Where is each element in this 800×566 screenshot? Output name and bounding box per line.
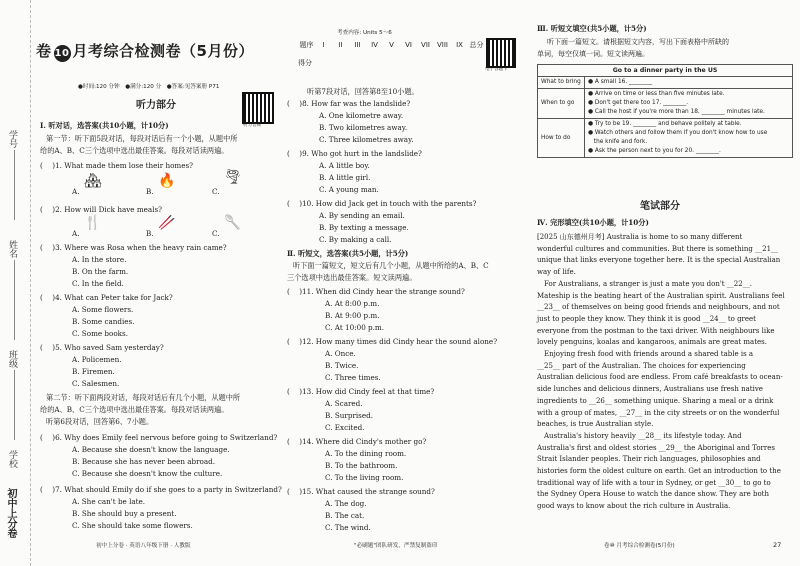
row-content: [585, 77, 793, 89]
row-label: What to bring: [538, 77, 585, 89]
exam-content: 考查内容: Units 5～6: [337, 30, 392, 36]
table-row: [538, 89, 793, 119]
part2-intro-1: 听下面一篇短文，短文后有几个小题，从题中所给的A、B、C: [293, 261, 489, 270]
passage-line: unique that links everyone together here. It is the special Australian: [537, 256, 781, 265]
chopsticks-icon: 🥢: [158, 215, 176, 231]
footer-middle: "必刷题"团队研发，严禁复制盗印: [354, 543, 438, 549]
row-content: [585, 89, 793, 119]
passage-line: wonderful cultures and communities. But there is something __21__: [537, 244, 779, 253]
part2-intro-2: 三个选项中选出最佳答案。短文读两遍。: [287, 273, 417, 282]
passage-line: ingredients to __26__ something unique. Sharing a meal or a drink: [537, 396, 774, 405]
gutter-brand: 初中上分卷: [5, 488, 16, 538]
question-14: ( )14. Where did Cindy's mother go?: [287, 437, 427, 446]
passage-line: just to people they know. They think it is good __24__ to greet: [537, 314, 756, 323]
gutter-line: [14, 260, 15, 340]
passage-line: Mateship is the beating heart of the Australian spirit. Australians feel: [537, 291, 785, 300]
q1-option-c: C.: [212, 187, 220, 196]
middle-column: [283, 0, 523, 566]
q10-option-c: C. By making a call.: [319, 235, 392, 244]
title-prefix: 卷: [36, 42, 52, 60]
q4-option-a: A. Some flowers.: [72, 305, 134, 314]
part1-section2-intro-2: 给的A、B、C三个选项中选出最佳答案。每段对话读两遍。: [40, 405, 229, 414]
question-4: ( )4. What can Peter take for Jack?: [40, 293, 173, 302]
passage-line: __23__ of themselves on being good friends and neighbours, and not: [537, 303, 780, 312]
passage-line: beaches, is true Australian style.: [537, 420, 654, 429]
question-12: ( )12. How many times did Cindy hear the sound alone?: [287, 337, 498, 346]
passage-line: __25__ part of the Australian. The choices for experiencing: [537, 361, 746, 370]
q15-option-a: A. The dog.: [325, 499, 367, 508]
passage-line: good ways to know about the rich culture in Australia.: [537, 502, 731, 511]
binding-gutter: [0, 0, 31, 566]
gutter-label-name: 姓名: [7, 240, 17, 258]
passage-line: with a group of mates, __27__ in the city streets or on the wonderful: [537, 408, 780, 417]
writing-section-heading: 笔试部分: [640, 201, 680, 212]
part1-intro-2: 给的A、B、C三个选项中选出最佳答案。每段对话读两遍。: [40, 146, 229, 155]
question-3: ( )3. Where was Rosa when the heavy rain came?: [40, 243, 227, 252]
part1-title: Ⅰ. 听对话，选答案(共10小题，计10分): [40, 121, 169, 130]
row-item: ● Watch others and follow them if you don't know how to use: [588, 130, 768, 136]
q9-option-c: C. A young man.: [319, 185, 379, 194]
passage-line: traditional way of life with a tour in Sydney, or get __30__ to go to: [537, 478, 771, 487]
part1-intro-1: 第一节：听下面5段对话，每段对话后有一个小题，从题中所: [46, 134, 238, 143]
table-row: [538, 77, 793, 89]
q10-option-b: B. By texting a message.: [319, 223, 409, 232]
q7-option-c: C. She should take some flowers.: [72, 521, 193, 530]
passage-line: everyone from the postman to the taxi driver. With neighbours like: [537, 326, 775, 335]
q2-option-b: B.: [146, 229, 154, 238]
dinner-party-table: [537, 64, 793, 158]
listening-section-heading: 听力部分: [136, 100, 176, 111]
gutter-label-student-id: 学号: [7, 130, 17, 148]
left-column: [36, 0, 282, 566]
q11-option-a: A. At 8:00 p.m.: [325, 299, 380, 308]
passage-line: Australia's first and oldest stories __29__ the Aboriginal and Torres: [537, 443, 775, 452]
q15-option-b: B. The cat.: [325, 511, 365, 520]
q13-option-b: B. Surprised.: [325, 411, 374, 420]
fork-icon: 🍴: [84, 215, 102, 231]
q1-option-a: A.: [72, 187, 80, 196]
passage-line: Enjoying fresh food with friends around a shared table is a: [537, 350, 754, 359]
part1-section2-intro-3: 听第6段对话，回答第6、7小题。: [46, 417, 154, 426]
q13-option-a: A. Scared.: [325, 399, 363, 408]
footer-right: 卷⑩ 月考综合检测卷(5月份): [604, 543, 675, 549]
q14-option-a: A. To the dining room.: [325, 449, 407, 458]
row-item: ● Try to be 19. ________ and behave politely at table.: [588, 121, 742, 127]
passage-line: Strait Islander peoples. Their rich languages, philosophies and: [537, 455, 761, 464]
row-item: ● Ask the person next to you for 20. ________.: [588, 148, 721, 154]
spoon-icon: 🥄: [224, 215, 242, 231]
row-content: [585, 119, 793, 158]
question-13: ( )13. How did Cindy feel at that time?: [287, 387, 435, 396]
row-label: When to go: [538, 89, 585, 119]
row-label: How to do: [538, 119, 585, 158]
score-col: IV: [371, 41, 378, 49]
score-row-label: 题序: [299, 41, 314, 49]
part3-intro-2: 单词，每空仅填一词。短文读两遍。: [537, 50, 649, 58]
row-item: ● A small 16. ________: [588, 79, 653, 85]
q9-option-b: B. A little girl.: [319, 173, 371, 182]
question-6: ( )6. Why does Emily feel nervous before going to Switzerland?: [40, 433, 278, 442]
storm-house-icon: 🌪: [224, 169, 242, 185]
passage-line: the Sydney Opera House to watch the dance show. They are both: [537, 490, 769, 499]
gutter-label-class: 班级: [7, 350, 17, 368]
q11-option-c: C. At 10:00 p.m.: [325, 323, 385, 332]
passage-line: Australia's history heavily __28__ its lifestyle today. And: [537, 431, 742, 440]
question-2: ( )2. How will Dick have meals?: [40, 205, 163, 214]
q2-option-c: C.: [212, 229, 220, 238]
question-5: ( )5. Who saved Sam yesterday?: [40, 343, 164, 352]
question-15: ( )15. What caused the strange sound?: [287, 487, 435, 496]
gutter-label-school: 学校: [7, 450, 17, 468]
score-col: VI: [405, 41, 412, 49]
passage-line: For Australians, a stranger is just a mate you don't __22__.: [537, 279, 752, 288]
title-number: 10: [54, 45, 71, 62]
question-11: ( )11. When did Cindy hear the strange sound?: [287, 287, 465, 296]
q7-option-a: A. She can't be late.: [72, 497, 146, 506]
q7-option-b: B. She should buy a present.: [72, 509, 177, 518]
passage-line: histories form the oldest culture on earth. Get an introduction to the: [537, 467, 781, 476]
cloze-passage: [537, 232, 789, 513]
score-col: IX: [456, 41, 463, 49]
q5-option-c: C. Salesmen.: [72, 379, 120, 388]
part1-section2-intro-1: 第二节：听下面两段对话，每段对话后有几个小题，从题中所: [46, 393, 241, 402]
passage-line: lovely penguins, koalas and kangaroos, animals are great mates.: [537, 338, 767, 347]
q14-option-c: C. To the living room.: [325, 473, 404, 482]
footer-left: 初中上分卷 · 英语八年级下册 · 人教版: [96, 543, 191, 549]
gutter-line: [14, 150, 15, 220]
flood-house-icon: 🏘: [84, 173, 102, 189]
fire-icon: 🔥: [158, 173, 176, 189]
score-label: 得分: [298, 59, 312, 67]
passage-line: [2025 山东德州月考] Australia is home to so many different: [537, 233, 743, 241]
score-col: III: [354, 41, 361, 49]
question-10: ( )10. How did Jack get in touch with the parents?: [287, 199, 477, 208]
q6-option-a: A. Because she doesn't know the language.: [72, 445, 230, 454]
score-col: VII: [421, 41, 430, 49]
qr-caption-audio: 听力音频: [243, 123, 261, 128]
q6-option-c: C. Because she doesn't know the culture.: [72, 469, 223, 478]
q11-option-b: B. At 9:00 p.m.: [325, 311, 380, 320]
q4-option-c: C. Some books.: [72, 329, 129, 338]
q10-option-a: A. By sending an email.: [319, 211, 405, 220]
part4-title: Ⅳ. 完形填空(共10小题，计10分): [537, 218, 649, 227]
q5-option-a: A. Policemen.: [72, 355, 122, 364]
question-7: ( )7. What should Emily do if she goes to a party in Switzerland?: [40, 485, 282, 494]
score-col: I: [322, 41, 325, 49]
page-number: 27: [773, 541, 782, 549]
row-item: ● Don't get there too 17. ________.: [588, 100, 689, 106]
q14-option-b: B. To the bathroom.: [325, 461, 398, 470]
row-item: ● Arrive on time or less than five minutes late.: [588, 91, 725, 97]
q8-option-a: A. One kilometre away.: [319, 111, 404, 120]
q8-option-b: B. Two kilometres away.: [319, 123, 408, 132]
q3-option-b: B. On the farm.: [72, 267, 129, 276]
question-8: ( )8. How far was the landslide?: [287, 99, 411, 108]
gutter-line: [14, 370, 15, 440]
row-item: the knife and fork.: [588, 139, 648, 145]
passage-line: way of life.: [537, 268, 576, 277]
q13-option-c: C. Excited.: [325, 423, 365, 432]
score-col: II: [338, 41, 343, 49]
score-col: 总分: [469, 41, 484, 49]
qr-caption-answer-card: 电子答题卡: [485, 67, 508, 72]
table-title: Go to a dinner party in the US: [538, 65, 793, 77]
row-item: ● Call the host if you're more than 18. ________ minutes late.: [588, 109, 765, 115]
q3-option-a: A. In the store.: [72, 255, 127, 264]
q3-option-c: C. In the field.: [72, 279, 124, 288]
part2-title: Ⅱ. 听短文，选答案(共5小题，计5分): [287, 249, 409, 258]
q15-option-c: C. The wind.: [325, 523, 371, 532]
q9-option-a: A. A little boy.: [319, 161, 370, 170]
dialogue7-intro: 听第7段对话，回答第8至10小题。: [307, 87, 419, 96]
passage-line: side lunches and delicious dinners, Australians use fresh native: [537, 385, 763, 394]
q12-option-b: B. Twice.: [325, 361, 359, 370]
q12-option-c: C. Three times.: [325, 373, 381, 382]
q6-option-b: B. Because she has never been abroad.: [72, 457, 216, 466]
question-1: ( )1. What made them lose their homes?: [40, 161, 194, 170]
title-main: 月考综合检测卷（5月份）: [72, 42, 254, 60]
q5-option-b: B. Firemen.: [72, 367, 115, 376]
part3-title: Ⅲ. 听短文填空(共5小题，计5分): [537, 24, 647, 33]
q8-option-c: C. Three kilometres away.: [319, 135, 414, 144]
score-col: VIII: [437, 41, 448, 49]
part3-intro-1: 听下面一篇短文。请根据短文内容，写出下面表格中所缺的: [547, 38, 729, 46]
q1-option-b: B.: [146, 187, 154, 196]
table-row: [538, 119, 793, 158]
exam-meta: ●时间:120 分钟 ●满分:120 分 ●答案:见答案册 P71: [78, 84, 220, 90]
q2-option-a: A.: [72, 229, 80, 238]
q12-option-a: A. Once.: [325, 349, 356, 358]
q4-option-b: B. Some candies.: [72, 317, 135, 326]
passage-line: Australian delicious food are endless. From café breakfasts to ocean-: [537, 373, 783, 382]
score-col: V: [389, 41, 394, 49]
question-9: ( )9. Who got hurt in the landslide?: [287, 149, 422, 158]
